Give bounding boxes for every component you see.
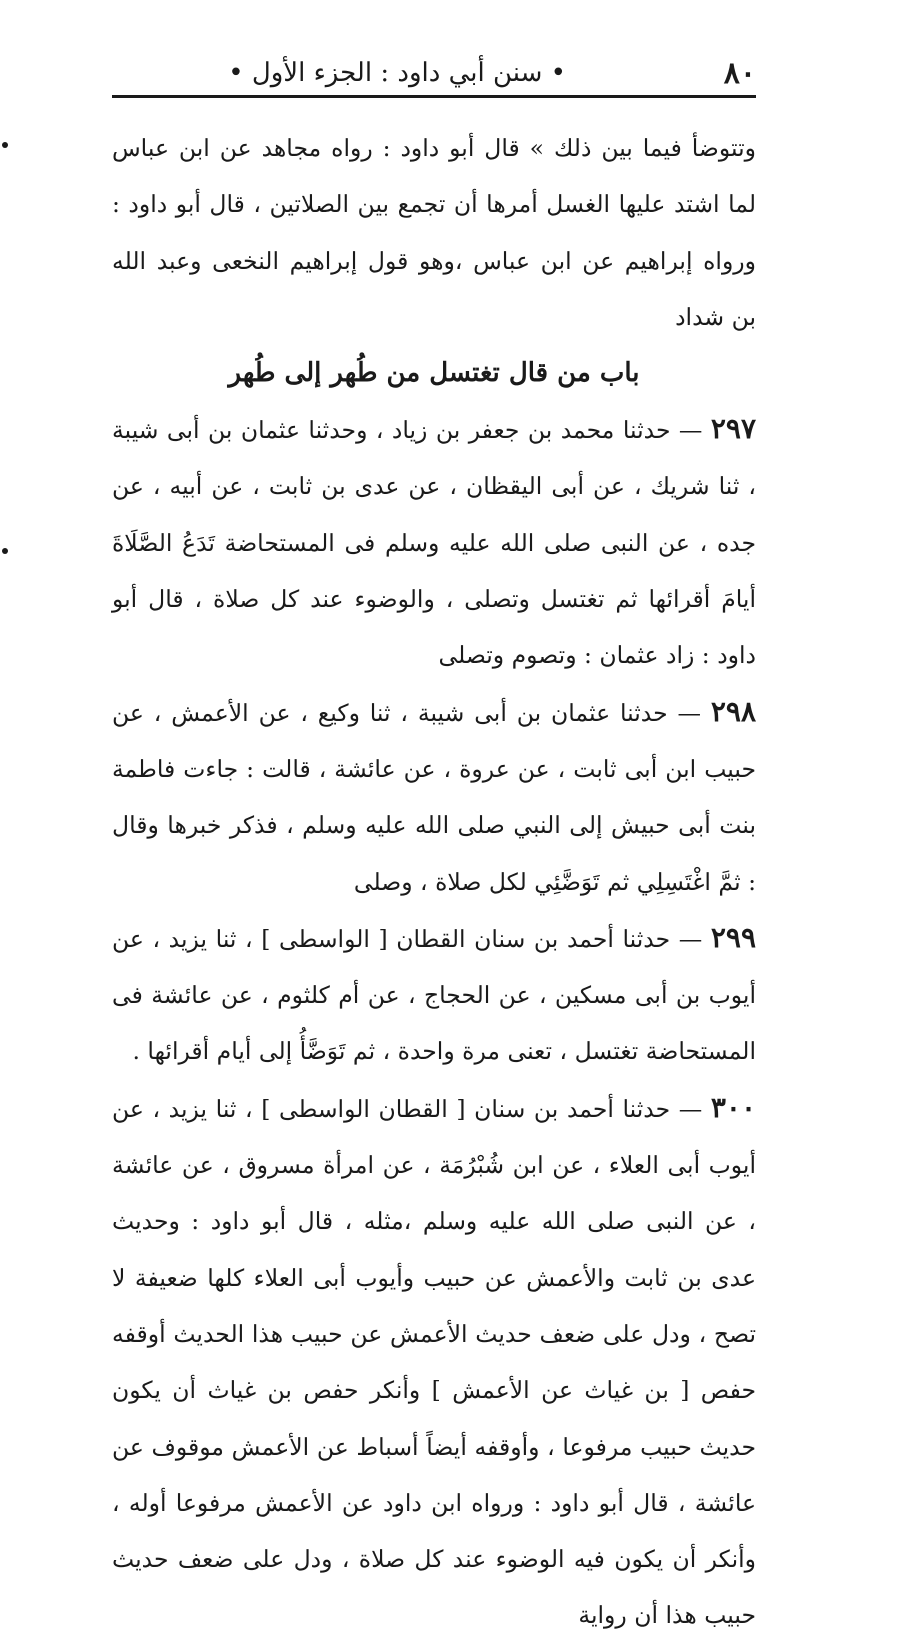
chapter-title: باب من قال تغتسل من طُهر إلى طُهر [228, 358, 640, 389]
hadith-text: — حدثنا محمد بن جعفر بن زياد ، وحدثنا عثمان بن أبى شيبة ، ثنا شريك ، عن أبى اليقظان ، عن عدى بن ثابت ، عن أبيه ، عن جده ، عن النبى صلى الله عليه وسلم فى المستحاضة تَدَعُ الصَّلَاةَ أيامَ أقرائها ثم تغتسل وتصلى ، والوضوء عند كل صلاة ، قال أبو داود : زاد عثمان : وتصوم وتصلى [112, 416, 756, 670]
page-number: ٨٠ [723, 56, 756, 91]
hadith-300 [112, 1080, 756, 1644]
margin-mark [2, 548, 8, 554]
intro-paragraph: وتتوضأ فيما بين ذلك » قال أبو داود : رواه مجاهد عن ابن عباس لما اشتد عليها الغسل أمرها أن تجمع بين الصلاتين ، قال أبو داود : ورواه إبراهيم عن ابن عباس ،وهو قول إبراهيم النخعى وعبد الله بن شداد [112, 134, 756, 331]
hadith-number: ٢٩٩ [710, 920, 756, 954]
hadith-text: — حدثنا أحمد بن سنان [ القطان الواسطى ] ، ثنا يزيد ، عن أيوب أبى العلاء ، عن ابن شُبْرُمَة ، عن امرأة مسروق ، عن عائشة ، عن النبى صلى الله عليه وسلم ،مثله ، قال أبو داود : وحديث عدى بن ثابت والأعمش عن حبيب وأيوب أبى العلاء كلها ضعيفة لا تصح ، ودل على ضعف حديث الأعمش عن حبيب هذا الحديث أوقفه حفص [ بن غياث عن الأعمش ] وأنكر حفص بن غياث أن يكون حديث حبيب مرفوعا ، وأوقفه أيضاً أسباط عن الأعمش موقوف عن عائشة ، قال أبو داود : ورواه ابن داود عن الأعمش مرفوعا أوله ، وأنكر أن يكون فيه الوضوء عند كل صلاة ، ودل على ضعف حديث حبيب هذا أن رواية [112, 1094, 756, 1630]
hadith-number: ٢٩٨ [710, 694, 756, 728]
hadith-text: — حدثنا أحمد بن سنان القطان [ الواسطى ] ، ثنا يزيد ، عن أيوب بن أبى مسكين ، عن الحجاج ، عن أم كلثوم ، عن عائشة فى المستحاضة تغتسل ، تعنى مرة واحدة ، ثم تَوَضَّأُ إلى أيام أقرائها . [112, 924, 756, 1066]
hadith-text: — حدثنا عثمان بن أبى شيبة ، ثنا وكيع ، عن الأعمش ، عن حبيب ابن أبى ثابت ، عن عروة ، عن عائشة ، قالت : جاءت فاطمة بنت أبى حبيش إلى النبي صلى الله عليه وسلم ، فذكر خبرها وقال : ثمَّ اغْتَسِلِي ثم تَوَضَّئِي لكل صلاة ، وصلى [112, 698, 756, 896]
main-text [112, 120, 756, 1644]
hadith-number: ٢٩٧ [710, 412, 756, 446]
hadith-299 [112, 910, 756, 1080]
page-header [112, 52, 756, 94]
hadith-number: ٣٠٠ [710, 1090, 756, 1124]
hadith-297 [112, 401, 756, 683]
header-rule [112, 95, 756, 98]
margin-mark [2, 142, 8, 148]
hadith-298 [112, 684, 756, 910]
running-title: • سنن أبي داود : الجزء الأول • [228, 58, 566, 88]
